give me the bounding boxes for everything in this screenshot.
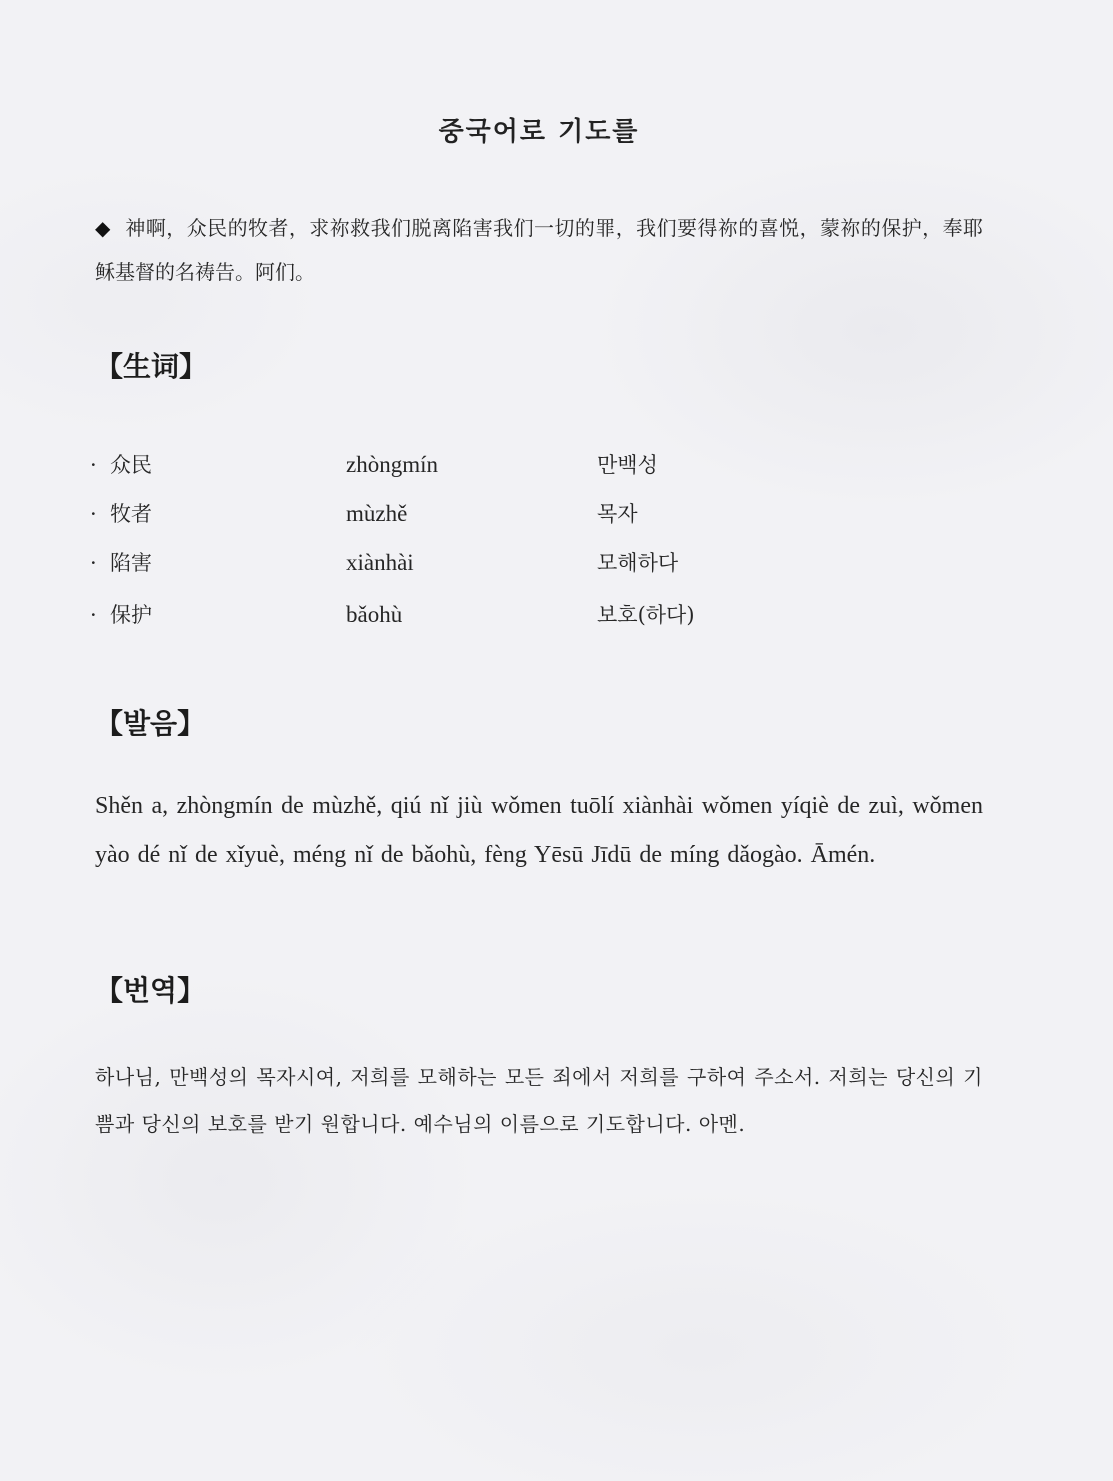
- vocab-marker: ·: [90, 502, 97, 526]
- prayer-text: 神啊，众民的牧者，求祢救我们脱离陷害我们一切的罪，我们要得祢的喜悦，蒙祢的保护，奉耶稣基督的名祷告。阿们。: [95, 216, 983, 284]
- vocab-pinyin: xiànhài: [346, 550, 414, 575]
- vocab-word: 保护: [110, 603, 152, 627]
- vocab-row: [90, 498, 790, 530]
- vocab-meaning: 만백성: [597, 453, 658, 477]
- vocab-row: [90, 449, 790, 481]
- vocab-heading: 【生词】: [95, 350, 208, 383]
- prayer-paragraph: [95, 206, 983, 294]
- vocab-word: 陷害: [110, 551, 152, 575]
- vocab-meaning: 모해하다: [597, 551, 679, 575]
- vocab-word: 众民: [110, 453, 152, 477]
- pronunciation-text: Shěn a, zhòngmín de mùzhě, qiú nǐ jiù wǒmen tuōlí xiànhài wǒmen yíqiè de zuì, wǒmen yào dé nǐ de xǐyuè, méng nǐ de bǎohù, fèng Yēsū Jīdū de míng dǎogào. Āmén.: [95, 793, 983, 868]
- vocab-meaning: 목자: [597, 502, 638, 526]
- vocab-row: [90, 547, 790, 579]
- vocab-pinyin: bǎohù: [346, 602, 403, 627]
- pronunciation-heading: 【발음】: [95, 707, 206, 740]
- vocab-row: [90, 599, 790, 631]
- diamond-bullet-icon: ◆: [95, 216, 111, 240]
- vocab-pinyin: mùzhě: [346, 501, 408, 526]
- vocab-marker: ·: [90, 603, 97, 627]
- vocab-word: 牧者: [110, 502, 152, 526]
- translation-text: 하나님, 만백성의 목자시여, 저희를 모해하는 모든 죄에서 저희를 구하여 주소서. 저희는 당신의 기쁨과 당신의 보호를 받기 원합니다. 예수님의 이름으로 기도합니다. 아멘.: [95, 1065, 983, 1136]
- vocab-marker: ·: [90, 551, 97, 575]
- vocab-pinyin: zhòngmín: [346, 452, 438, 477]
- page-title: 중국어로 기도를: [438, 117, 640, 147]
- vocab-meaning: 보호(하다): [597, 603, 695, 627]
- vocab-marker: ·: [90, 453, 97, 477]
- translation-heading: 【번역】: [95, 974, 206, 1007]
